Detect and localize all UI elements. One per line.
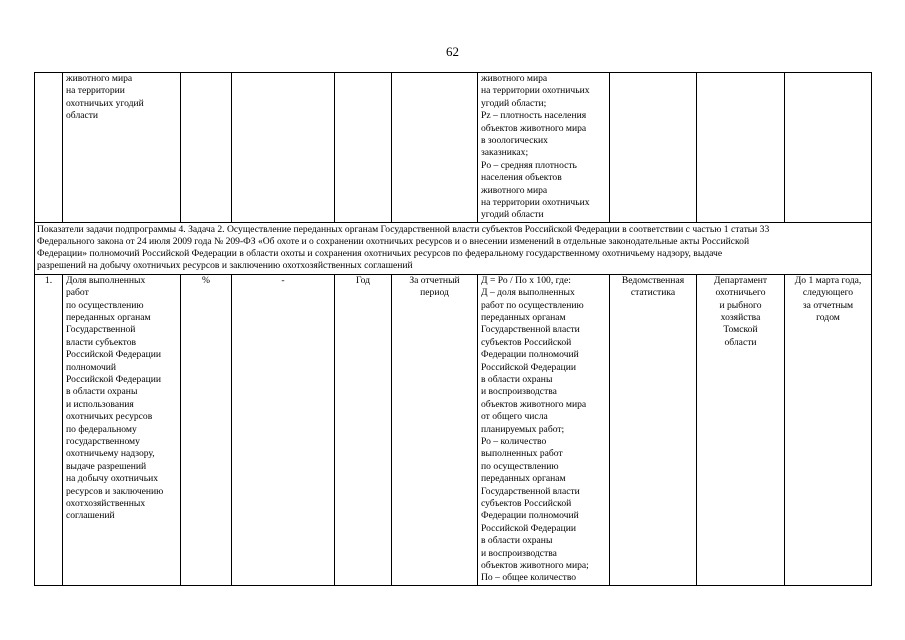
text-line: Российской Федерации <box>481 361 576 373</box>
text-line: Ведомственная <box>621 274 685 286</box>
text-line: Федерации» полномочий Российской Федерации в области охоты и сохранения охотничьих ресурсов по федеральному государственному охотничьему надзору, выдаче <box>37 248 723 260</box>
text-line: Ро – количество <box>481 435 547 447</box>
text-line: Показатели задачи подпрограммы 4. Задача 2. Осуществление переданных органам Государственной власти субъектов Российской Федерации в соответствии с частью 1 статьи 33 <box>37 223 770 235</box>
text-line: охотничьему надзору, <box>66 448 155 460</box>
text-line: по федеральному <box>66 423 137 435</box>
text-line: охотничьих ресурсов <box>66 411 153 423</box>
text-line: охотничьего <box>715 287 766 299</box>
text-line: За отчетный <box>409 274 460 286</box>
cell-source <box>610 274 697 585</box>
cell-period: Год <box>335 274 392 585</box>
text-line: угодий области; <box>481 97 547 109</box>
cell-unit: % <box>181 274 232 585</box>
text-line: переданных органам <box>66 311 151 323</box>
text-line: переданных органам <box>481 311 566 323</box>
text-line: Государственной <box>66 324 136 336</box>
cell-unit <box>181 73 232 223</box>
text-line: на территории <box>66 85 125 97</box>
text-line: Томской <box>723 324 758 336</box>
text-line: Государственной власти <box>481 485 580 497</box>
cell-col4: - <box>232 274 335 585</box>
text-line: Po – средняя плотность <box>481 159 577 171</box>
text-line: заказниках; <box>481 147 529 159</box>
cell-period-type <box>392 274 478 585</box>
text-line: на территории охотничьих <box>481 85 590 97</box>
text-line: разрешений на добычу охотничьих ресурсов и заключению охотхозяйственных соглашений <box>37 260 413 272</box>
cell-deadline <box>785 274 872 585</box>
text-line: объектов животного мира <box>481 122 587 134</box>
text-line: До 1 марта года, <box>794 274 862 286</box>
text-line: животного мира <box>481 184 548 196</box>
text-line: объектов животного мира <box>481 398 587 410</box>
text-line: власти субъектов <box>66 336 137 348</box>
text-line: населения объектов <box>481 172 562 184</box>
text-line: Доля выполненных <box>66 274 146 286</box>
text-line: ресурсов и заключению <box>66 485 164 497</box>
text-line: соглашений <box>66 510 115 522</box>
text-line: и использования <box>66 398 134 410</box>
text-line: Российской Федерации <box>481 522 576 534</box>
text-line: в области охраны <box>481 535 553 547</box>
cell-period <box>335 73 392 223</box>
text-line: Департамент <box>713 274 768 286</box>
text-line: период <box>420 287 449 299</box>
text-line: работ по осуществлению <box>481 299 584 311</box>
table-row-1 <box>35 274 872 585</box>
text-line: планируемых работ; <box>481 423 565 435</box>
text-line: Pz – плотность населения <box>481 110 587 122</box>
cell-deadline <box>785 73 872 223</box>
text-line: животного мира <box>66 73 133 84</box>
cell-col4 <box>232 73 335 223</box>
text-line: на территории охотничьих <box>481 197 590 209</box>
text-line: следующего <box>802 287 854 299</box>
text-line: переданных органам <box>481 473 566 485</box>
text-line: работ <box>66 287 89 299</box>
text-line: Д – доля выполненных <box>481 287 575 299</box>
text-line: субъектов Российской <box>481 498 572 509</box>
text-line: охотхозяйственных <box>66 498 146 509</box>
text-line: за отчетным <box>802 299 854 311</box>
cell-formula <box>478 274 610 585</box>
text-line: годом <box>816 311 840 323</box>
text-line: выполненных работ <box>481 448 563 460</box>
text-line: Федерального закона от 24 июля 2009 года № 209-ФЗ «Об охоте и о сохранении охотничьих ресурсов и о внесении изменений в отдельные законодательные акты Российской <box>37 236 750 248</box>
text-line: Российской Федерации <box>66 349 161 361</box>
text-line: государственному <box>66 435 140 447</box>
cell-indicator-name <box>63 73 181 223</box>
page-number: 62 <box>446 44 459 59</box>
text-line: и воспроизводства <box>481 386 557 398</box>
text-line: области <box>66 110 99 122</box>
text-line: охотничьих угодий <box>66 97 144 109</box>
text-line: в зоологических <box>481 135 548 147</box>
text-line: субъектов Российской <box>481 336 572 348</box>
indicators-table <box>34 72 872 586</box>
table-row-continued <box>35 73 872 223</box>
text-line: угодий области <box>481 209 544 221</box>
text-line: хозяйства <box>720 311 761 323</box>
cell-responsible <box>697 274 785 585</box>
text-line: Федерации полномочий <box>481 510 579 522</box>
text-line: и воспроизводства <box>481 547 557 559</box>
text-line: полномочий <box>66 361 117 373</box>
cell-source <box>610 73 697 223</box>
text-line: в области охраны <box>66 386 138 398</box>
text-line: по осуществлению <box>481 460 559 472</box>
cell-responsible <box>697 73 785 223</box>
text-line: По – общее количество <box>481 572 577 584</box>
cell-indicator-name <box>63 274 181 585</box>
text-line: области <box>724 336 757 348</box>
text-line: Д = Ро / По х 100, где: <box>481 274 571 286</box>
text-line: на добычу охотничьих <box>66 473 159 485</box>
text-line: в области охраны <box>481 373 553 385</box>
text-line: выдаче разрешений <box>66 460 147 472</box>
text-line: Федерации полномочий <box>481 349 579 361</box>
text-line: статистика <box>630 287 676 299</box>
text-line: и рыбного <box>719 299 762 311</box>
text-line: по осуществлению <box>66 299 144 311</box>
cell-formula <box>478 73 610 223</box>
cell-period-type <box>392 73 478 223</box>
text-line: животного мира <box>481 73 548 84</box>
text-line: Российской Федерации <box>66 373 161 385</box>
text-line: от общего числа <box>481 411 548 423</box>
text-line: Государственной власти <box>481 324 580 336</box>
cell-number <box>35 73 63 223</box>
text-line: объектов животного мира; <box>481 560 589 572</box>
section-title <box>35 222 872 274</box>
section-row <box>35 222 872 274</box>
cell-number: 1. <box>35 274 63 585</box>
